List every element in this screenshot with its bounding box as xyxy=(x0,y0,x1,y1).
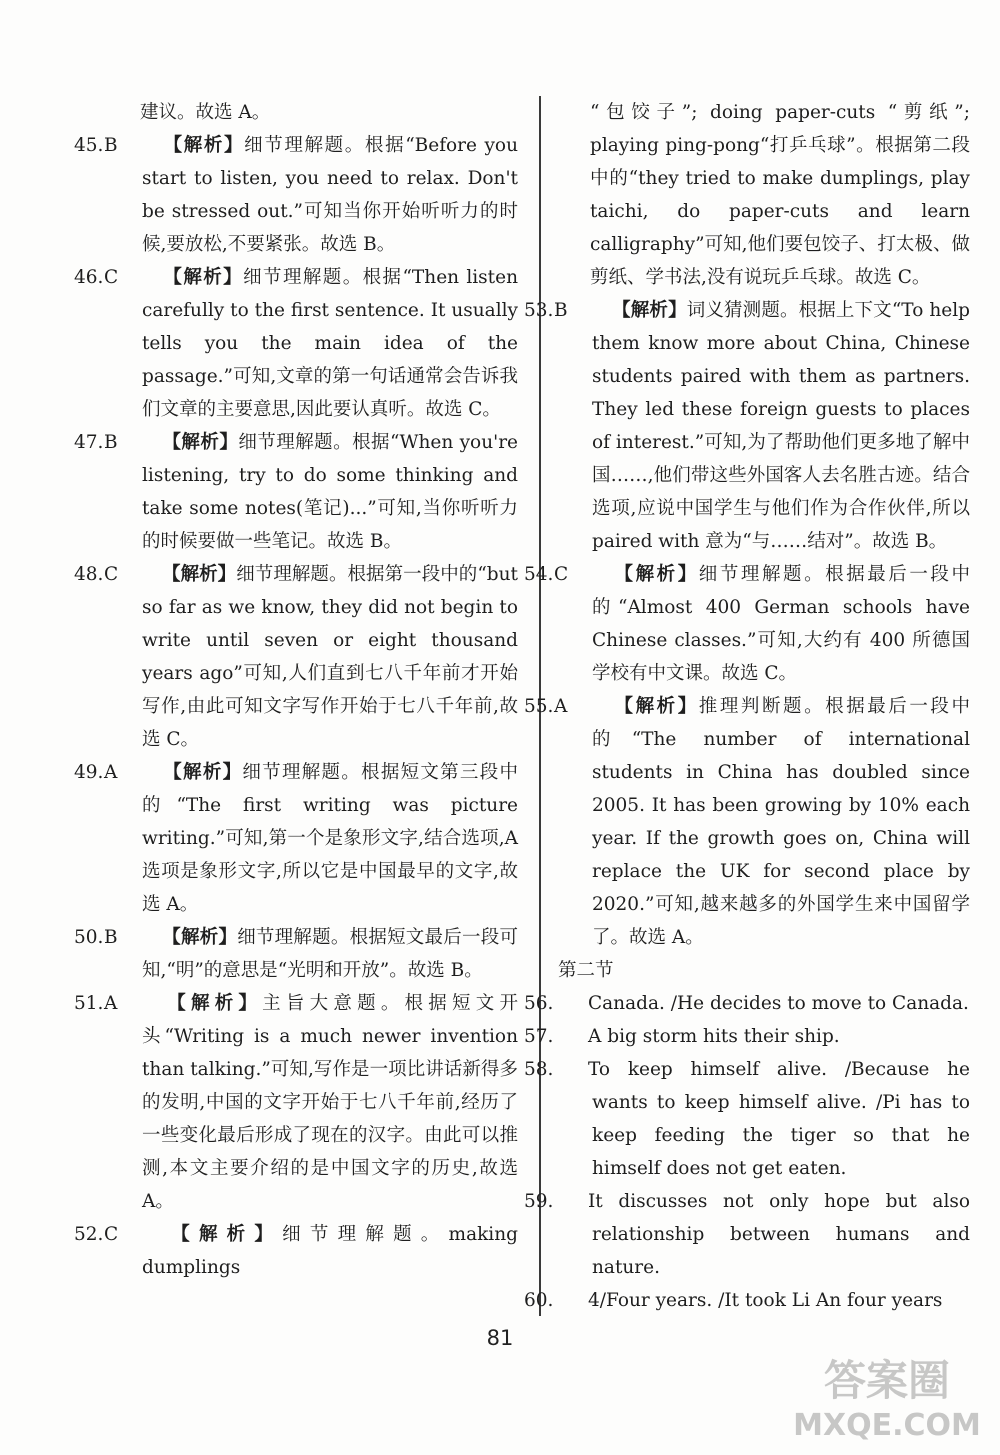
answer-letter: C xyxy=(554,564,569,585)
question-number: 58. xyxy=(524,1059,554,1080)
answer-item xyxy=(74,426,518,558)
question-number: 50. xyxy=(74,927,104,948)
left-column xyxy=(74,96,518,1284)
answer-item xyxy=(74,129,518,261)
analysis-text: 细节理解题。根据最后一段中的“Almost 400 German schools have Chinese classes.”可知,大约有 400 所德国学校有中文课。故选 C。 xyxy=(592,564,970,684)
watermark-title: 答案圈 xyxy=(823,1356,951,1405)
question-number: 57. xyxy=(524,1026,554,1047)
question-number: 46. xyxy=(74,267,104,288)
analysis-tag: 【解析】 xyxy=(162,432,239,453)
analysis-tag: 【解析】 xyxy=(162,993,263,1014)
right-answer-list xyxy=(524,294,970,954)
answer-letter: C xyxy=(104,1224,119,1245)
analysis-text: Canada. /He decides to move to Canada. xyxy=(588,993,969,1014)
continued-text: 建议。故选 A。 xyxy=(140,102,271,123)
analysis-text: 主旨大意题。根据短文开头“Writing is a much newer invention than talking.”可知,写作是一项比讲话新得多的发明,中国的文字开始于七八千年前,经历了一些变化最后形成了现在的汉字。由此可以推测,本文主要介绍的是中国文字的历史,故选 A。 xyxy=(142,993,518,1212)
right-column xyxy=(524,96,970,1317)
answer-letter: B xyxy=(554,300,568,321)
answer-letter: C xyxy=(104,564,119,585)
question-number: 59. xyxy=(524,1191,554,1212)
question-number: 48. xyxy=(74,564,104,585)
answer-item xyxy=(524,294,970,558)
analysis-tag: 【解析】 xyxy=(162,762,243,783)
analysis-text: 细节理解题。根据“Before you start to listen, you need to relax. Don't be stressed out.”可知当你开始听听力的时候,要放松,不要紧张。故选 B。 xyxy=(142,135,518,255)
question-number: 55. xyxy=(524,696,554,717)
answer-letter: C xyxy=(104,267,119,288)
analysis-tag: 【解析】 xyxy=(162,135,245,156)
answer-item xyxy=(74,558,518,756)
answer-letter: A xyxy=(554,696,568,717)
analysis-text: 细节理解题。根据“When you're listening, try to do some thinking and take some notes(笔记)...”可知,当你听听力的时候要做一些笔记。故选 B。 xyxy=(142,432,518,552)
answer-item xyxy=(74,756,518,921)
answer-letter: B xyxy=(104,927,118,948)
question-number: 47. xyxy=(74,432,104,453)
analysis-tag: 【解析】 xyxy=(612,300,687,321)
answer-item xyxy=(524,987,970,1020)
answer-item xyxy=(74,261,518,426)
page-number: 81 xyxy=(486,1326,514,1350)
answer-item xyxy=(74,987,518,1218)
analysis-text: 细节理解题。根据第一段中的“but so far as we know, they did not begin to write until seven or eight thousand years ago”可知,人们直到七八千年前才开始写作,由此可知文字写作开始于七八千年前,故选 C。 xyxy=(142,564,518,750)
analysis-text: To keep himself alive. /Because he wants to keep himself alive. /Pi has to keep feeding the tiger so that he himself does not get eaten. xyxy=(588,1059,970,1179)
analysis-text: It discusses not only hope but also relationship between humans and nature. xyxy=(588,1191,970,1278)
answer-item xyxy=(524,1284,970,1317)
question-number: 54. xyxy=(524,564,554,585)
analysis-text: 细节理解题。根据短文最后一段可知,“明”的意思是“光明和开放”。故选 B。 xyxy=(142,927,518,981)
analysis-tag: 【解析】 xyxy=(162,564,237,585)
answer-item xyxy=(524,1053,970,1185)
analysis-text: 4/Four years. /It took Li An four years xyxy=(588,1290,943,1311)
question-number: 56. xyxy=(524,993,554,1014)
analysis-tag: 【解析】 xyxy=(612,696,699,717)
analysis-text: A big storm hits their ship. xyxy=(588,1026,840,1047)
analysis-text: 细节理解题。根据“Then listen carefully to the first sentence. It usually tells you the main idea of the passage.”可知,文章的第一句话通常会告诉我们文章的主要意思,因此要认真听。故选 C。 xyxy=(142,267,518,420)
answer-item xyxy=(524,1185,970,1284)
analysis-text: 细节理解题。making dumplings xyxy=(142,1224,518,1278)
continued-text: “包饺子”; doing paper-cuts “剪纸”; playing ping-pong“打乒乓球”。根据第二段中的“they tried to make dumplings, play taichi, do paper-cuts and learn calligraphy”可知,他们要包饺子、打太极、做剪纸、学书法,没有说玩乒乓球。故选 C。 xyxy=(590,102,970,288)
answer-letter: A xyxy=(104,762,118,783)
answer-letter: B xyxy=(104,135,118,156)
answer-letter: A xyxy=(104,993,118,1014)
question-number: 49. xyxy=(74,762,104,783)
answer-item xyxy=(74,921,518,987)
analysis-text: 词义猜测题。根据上下文“To help them know more about China, Chinese students paired with them as partners. They led these foreign guests to places of interest.”可知,为了帮助他们更多地了解中国……,他们带这些外国客人去名胜古迹。结合选项,应说中国学生与他们作为合作伙伴,所以 paired with 意为“与……结对”。故选 B。 xyxy=(592,300,970,552)
analysis-tag: 【解析】 xyxy=(612,564,699,585)
analysis-tag: 【解析】 xyxy=(162,927,238,948)
answer-item xyxy=(524,558,970,690)
section-heading: 第二节 xyxy=(558,960,614,981)
left-answer-list xyxy=(74,129,518,1284)
question-number: 60. xyxy=(524,1290,554,1311)
answer-item xyxy=(74,1218,518,1284)
analysis-text: 细节理解题。根据短文第三段中的“The first writing was picture writing.”可知,第一个是象形文字,结合选项,A 选项是象形文字,所以它是中国最早的文字,故选 A。 xyxy=(142,762,518,915)
question-number: 52. xyxy=(74,1224,104,1245)
answer-item xyxy=(524,690,970,954)
watermark-logo xyxy=(792,1337,982,1447)
answer-item xyxy=(524,1020,970,1053)
question-number: 53. xyxy=(524,300,554,321)
written-answer-list xyxy=(524,987,970,1317)
question-number: 45. xyxy=(74,135,104,156)
analysis-tag: 【解析】 xyxy=(162,1224,283,1245)
analysis-text: 推理判断题。根据最后一段中的“The number of international students in China has doubled since 2005. It has been growing by 10% each year. If the growth goes on, China will replace the UK for second place by 2020.”可知,越来越多的外国学生来中国留学了。故选 A。 xyxy=(592,696,970,948)
analysis-tag: 【解析】 xyxy=(162,267,244,288)
watermark-url: MXQE.COM xyxy=(793,1408,981,1443)
answer-letter: B xyxy=(104,432,118,453)
question-number: 51. xyxy=(74,993,104,1014)
